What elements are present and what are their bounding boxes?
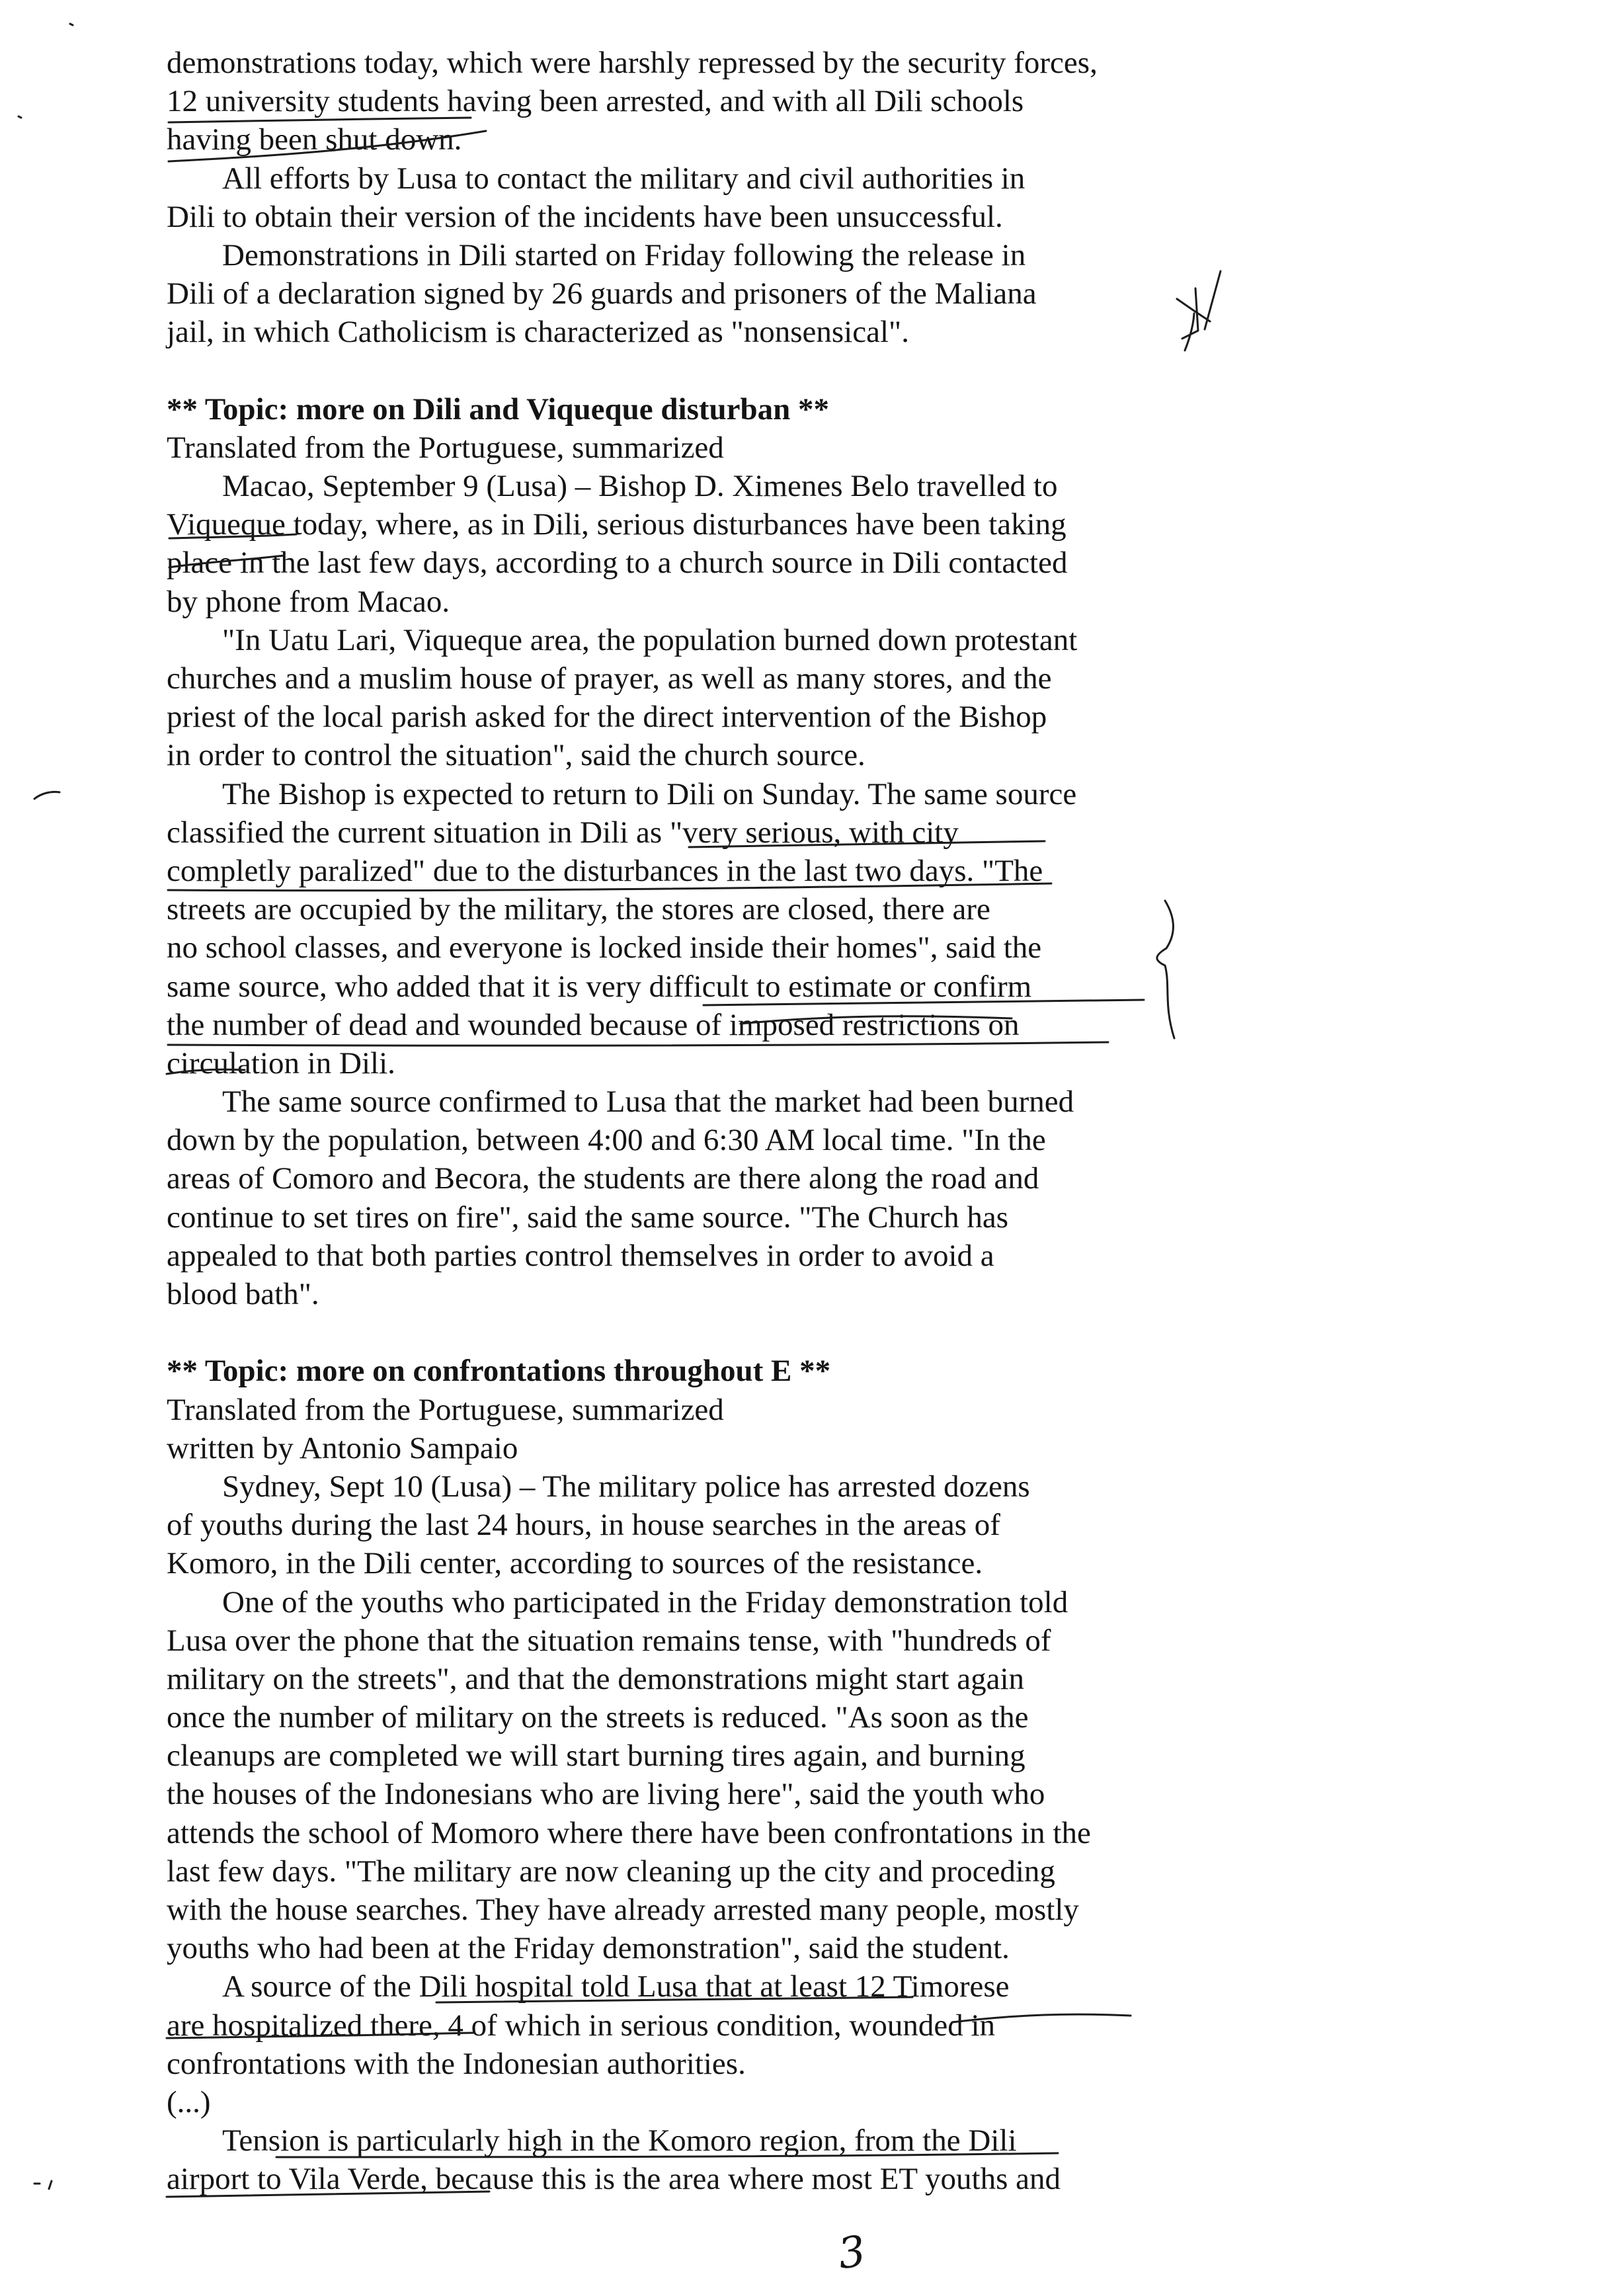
topic-heading: ** Topic: more on Dili and Viqueque disturban ** [167,391,830,427]
text-line: military on the streets", and that the demonstrations might start again [167,1661,1025,1696]
underline-mark [169,131,486,161]
text-line: One of the youths who participated in the Friday demonstration told [222,1584,1068,1620]
text-line: Macao, September 9 (Lusa) – Bishop D. Ximenes Belo travelled to [222,469,1058,504]
text-line: are hospitalized there, 4 of which in serious condition, wounded in [167,2008,996,2043]
text-line: youths who had been at the Friday demonstration", said the student. [167,1931,1010,1966]
underline-mark [169,118,471,122]
text-line: of youths during the last 24 hours, in house searches in the areas of [167,1508,1000,1543]
overstrike-mark [952,2014,1131,2022]
text-line: All efforts by Lusa to contact the military and civil authorities in [222,161,1025,196]
underline-mark [167,2033,473,2038]
text-line: "In Uatu Lari, Viqueque area, the population burned down protestant [222,622,1078,657]
underline-mark [436,1997,912,2002]
text-line: in order to control the situation", said the church source. [167,738,865,773]
underline-mark [276,2153,1058,2157]
text-line: cleanups are completed we will start burning tires again, and burning [167,1739,1025,1774]
text-line: areas of Comoro and Becora, the students are there along the road and [167,1161,1039,1196]
text-line: churches and a muslim house of prayer, as well as many stores, and the [167,661,1052,696]
text-line: Komoro, in the Dili center, according to sources of the resistance. [167,1546,983,1581]
overstrike-mark [167,1069,245,1074]
text-line: completly paralized" due to the disturbances in the last two days. "The [167,853,1043,888]
topic-heading: ** Topic: more on confrontations throughout E ** [167,1354,831,1389]
text-line: last few days. "The military are now cleaning up the city and proceding [167,1854,1055,1889]
text-line: the number of dead and wounded because of imposed restrictions on [167,1007,1020,1042]
text-line: Translated from the Portuguese, summarized [167,430,724,465]
text-line: no school classes, and everyone is locked inside their homes", said the [167,930,1042,965]
text-line: having been shut down. [167,122,462,157]
text-line: A source of the Dili hospital told Lusa that at least 12 Timorese [222,1969,1010,2004]
margin-mark [19,116,21,118]
underline-mark [169,534,296,538]
text-line: airport to Vila Verde, because this is the area where most ET youths and [167,2162,1061,2197]
underline-mark [689,841,1045,847]
text-line: demonstrations today, which were harshly repressed by the security forces, [167,46,1098,80]
text-line: The same source confirmed to Lusa that the market had been burned [222,1085,1074,1120]
text-line: Lusa over the phone that the situation remains tense, with "hundreds of [167,1623,1051,1658]
underline-mark [168,883,1051,891]
margin-mark [34,792,60,799]
text-line: 12 university students having been arrested, and with all Dili schools [167,84,1024,119]
overstrike-mark [741,1016,1012,1024]
margin-mark [70,24,73,25]
text-line: Dili of a declaration signed by 26 guards and prisoners of the Maliana [167,276,1037,311]
text-line: same source, who added that it is very difficult to estimate or confirm [167,969,1032,1004]
text-line: Viqueque today, where, as in Dili, serious disturbances have been taking [167,507,1066,542]
text-line: streets are occupied by the military, the stores are closed, there are [167,892,990,927]
overstrike-mark [169,555,284,567]
text-line: Tension is particularly high in the Komoro region, from the Dili [222,2123,1017,2158]
text-line: jail, in which Catholicism is characterized as "nonsensical". [167,315,909,350]
text-line: Dili to obtain their version of the incidents have been unsuccessful. [167,199,1003,234]
text-line: with the house searches. They have already arrested many people, mostly [167,1893,1079,1927]
text-line: blood bath". [167,1277,319,1311]
underline-mark [167,2192,489,2197]
text-line: Sydney, Sept 10 (Lusa) – The military police has arrested dozens [222,1469,1030,1504]
text-line: by phone from Macao. [167,584,450,619]
x-mark [1177,271,1221,350]
page-number: 3 [835,2227,869,2279]
text-line: once the number of military on the streets is reduced. "As soon as the [167,1700,1029,1735]
text-line: (...) [167,2084,211,2119]
underline-mark [704,1000,1144,1005]
text-line: written by Antonio Sampaio [167,1430,518,1465]
text-line: the houses of the Indonesians who are living here", said the youth who [167,1777,1045,1812]
text-line: confrontations with the Indonesian authorities. [167,2046,746,2081]
text-line: circulation in Dili. [167,1046,395,1081]
text-line: The Bishop is expected to return to Dili on Sunday. The same source [222,776,1077,811]
text-line: down by the population, between 4:00 and 6:30 AM local time. "In the [167,1123,1046,1158]
text-line: Demonstrations in Dili started on Friday following the release in [222,237,1026,272]
text-line: priest of the local parish asked for the direct intervention of the Bishop [167,700,1047,735]
text-line: appealed to that both parties control themselves in order to avoid a [167,1238,994,1273]
text-line: classified the current situation in Dili as "very serious, with city [167,815,959,850]
bracket-mark [1157,901,1174,1038]
underline-mark [168,1042,1108,1046]
margin-mark [34,2181,52,2189]
text-line: Translated from the Portuguese, summarized [167,1392,724,1427]
text-line: continue to set tires on fire", said the same source. "The Church has [167,1200,1009,1235]
text-line: place in the last few days, according to a church source in Dili contacted [167,546,1068,581]
text-line: attends the school of Momoro where there have been confrontations in the [167,1815,1091,1850]
